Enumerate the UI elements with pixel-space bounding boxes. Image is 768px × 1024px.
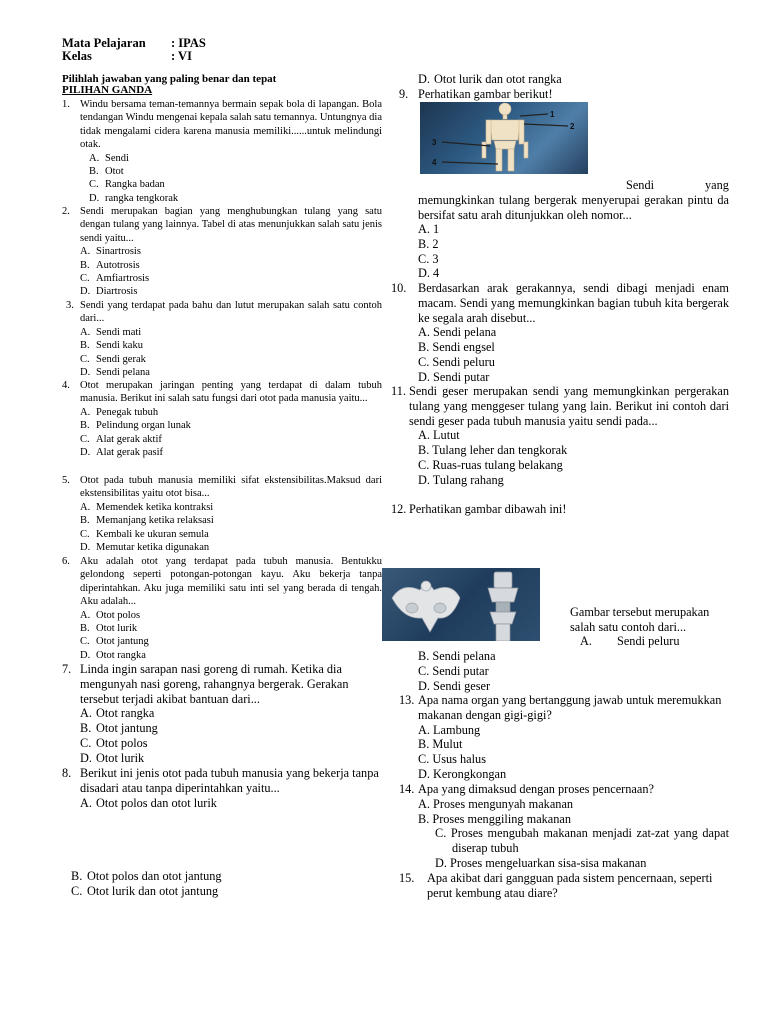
question-text: Otot pada tubuh manusia memiliki sifat ekstensibilitas.Maksud dari ekstensibilitas yaitu otot bisa... bbox=[80, 475, 382, 500]
question-number: 11. bbox=[391, 384, 406, 398]
option-c[interactable]: C. Amfiartrosis bbox=[80, 273, 150, 285]
question-text: Windu bersama teman-temannya bermain sepak bola di lapangan. Bola tendangan Windu mengenai kepala salah satu temannya. Untungnya dia tidak mengalami cidera karena manusia memiliki......untuk melindungi otak. bbox=[80, 99, 382, 151]
option-c[interactable]: C. Sendi gerak bbox=[80, 353, 146, 365]
question-9-text-sendi: Sendi bbox=[626, 178, 655, 192]
option-a[interactable]: A. Otot rangka bbox=[80, 706, 155, 721]
option-b[interactable]: B. 2 bbox=[418, 236, 439, 251]
skeleton-label-1: 1 bbox=[550, 110, 555, 119]
question-number: 2. bbox=[62, 206, 70, 217]
option-a[interactable]: A. Sendi mati bbox=[80, 326, 142, 338]
question-14 bbox=[399, 782, 729, 871]
question-3 bbox=[66, 299, 382, 379]
question-text: Sendi geser merupakan sendi yang memungkinkan pergerakan tulang yang menggeser tulang yang lain. Berikut ini contoh dari sendi geser pada tubuh manusia yaitu sendi pada... bbox=[409, 384, 729, 428]
option-a[interactable]: A. Sendi bbox=[89, 152, 129, 164]
option-c[interactable]: C. Proses mengubah makanan menjadi zat-zat yang dapat diserap tubuh bbox=[435, 826, 729, 856]
option-a[interactable]: A. Memendek ketika kontraksi bbox=[80, 501, 214, 513]
option-a[interactable]: A. Lutut bbox=[418, 428, 460, 443]
joint-image bbox=[382, 568, 540, 641]
option-c[interactable]: C. Rangka badan bbox=[89, 179, 165, 191]
option-d[interactable]: D. Otot lurik bbox=[80, 750, 145, 765]
option-c[interactable]: C. Alat gerak aktif bbox=[80, 433, 162, 445]
option-b[interactable]: B. Otot bbox=[89, 166, 124, 178]
question-text: Perhatikan gambar berikut! bbox=[418, 87, 553, 101]
question-10 bbox=[391, 281, 729, 385]
option-d[interactable]: D. Tulang rahang bbox=[418, 472, 504, 487]
option-d[interactable]: D. Alat gerak pasif bbox=[80, 447, 164, 459]
question-text: Aku adalah otot yang terdapat pada tubuh manusia. Bentukku gelondong seperti potongan-potongan kayu. Aku bekerja tanpa diperintahkan. Aku juga memiliki satu inti sel yang berada di tengah. Aku adalah... bbox=[80, 556, 382, 608]
skeleton-label-3: 3 bbox=[432, 138, 437, 147]
subject-value: : IPAS bbox=[171, 36, 206, 50]
question-number: 14. bbox=[399, 782, 415, 796]
option-d[interactable]: D. Memutar ketika digunakan bbox=[80, 542, 210, 554]
option-c[interactable]: C. Otot jantung bbox=[80, 636, 149, 648]
option-d[interactable]: D. Kerongkongan bbox=[418, 766, 507, 781]
question-number: 12. bbox=[391, 502, 407, 516]
option-d[interactable]: D. rangka tengkorak bbox=[89, 192, 179, 204]
question-number: 1. bbox=[62, 99, 70, 110]
question-11 bbox=[391, 384, 729, 488]
question-text: Sendi merupakan bagian yang menghubungkan tulang yang satu dengan tulang yang lainnya. Tabel di atas menunjukkan salah satu jenis sendi yaitu... bbox=[80, 206, 382, 244]
option-d[interactable]: D. Diartrosis bbox=[80, 286, 138, 298]
question-number: 8. bbox=[62, 766, 72, 780]
question-text: Apa akibat dari gangguan pada sistem pencernaan, seperti perut kembung atau diare? bbox=[427, 871, 713, 900]
option-c[interactable]: C. 3 bbox=[418, 251, 439, 266]
option-d[interactable]: D. Proses mengeluarkan sisa-sisa makanan bbox=[435, 855, 647, 870]
question-text: Berikut ini jenis otot pada tubuh manusia yang bekerja tanpa disadari atau tanpa diperintahkan yaitu... bbox=[80, 766, 379, 795]
option-b[interactable]: B. Memanjang ketika relaksasi bbox=[80, 515, 214, 527]
option-d[interactable]: D. Otot rangka bbox=[80, 649, 146, 661]
option-a[interactable]: A. Lambung bbox=[418, 722, 481, 737]
question-number: 3. bbox=[66, 300, 74, 311]
option-c[interactable]: C. Ruas-ruas tulang belakang bbox=[418, 457, 563, 472]
question-8-option-c[interactable]: C. Otot lurik dan otot jantung bbox=[71, 884, 219, 898]
option-a[interactable]: A. 1 bbox=[418, 222, 440, 236]
subject-label: Mata Pelajaran bbox=[62, 36, 146, 50]
question-text: Apa nama organ yang bertanggung jawab untuk meremukkan makanan dengan gigi-gigi? bbox=[418, 693, 722, 722]
question-text: Perhatikan gambar dibawah ini! bbox=[409, 502, 567, 516]
question-6 bbox=[62, 555, 382, 662]
question-text: Sendi yang terdapat pada bahu dan lutut merupakan salah satu contoh dari... bbox=[80, 300, 382, 325]
option-b[interactable]: B. Pelindung organ lunak bbox=[80, 420, 191, 432]
skeleton-label-2: 2 bbox=[570, 122, 575, 131]
question-9-text: memungkinkan tulang bergerak menyerupai gerakan pintu da bersifat satu arah ditunjukkan oleh nomor... bbox=[418, 193, 729, 222]
question-text: Linda ingin sarapan nasi goreng di rumah. Ketika dia mengunyah nasi goreng, rahangnya bergerak. Gerakan tersebut terjadi akibat bantuan dari... bbox=[80, 662, 349, 706]
question-12-text: Gambar tersebut merupakan salah satu contoh dari... bbox=[570, 605, 710, 634]
instruction: Pilihlah jawaban yang paling benar dan tepat bbox=[62, 73, 277, 85]
question-12-option-a[interactable]: A. Sendi peluru bbox=[580, 634, 680, 648]
option-b[interactable]: B. Autotrosis bbox=[80, 259, 140, 271]
question-12-options bbox=[418, 649, 496, 693]
question-number: 13. bbox=[399, 693, 415, 707]
option-a[interactable]: A. Proses mengunyah makanan bbox=[418, 796, 574, 811]
question-8-option-b[interactable]: B. Otot polos dan otot jantung bbox=[71, 869, 222, 883]
question-7 bbox=[62, 662, 384, 766]
option-b[interactable]: B. Otot lurik bbox=[80, 623, 138, 635]
question-9-text-yang: yang bbox=[705, 178, 729, 192]
option-b[interactable]: B. Mulut bbox=[418, 737, 463, 752]
question-5 bbox=[62, 474, 382, 554]
class-label: Kelas bbox=[62, 49, 92, 63]
option-d[interactable]: D. Sendi geser bbox=[418, 678, 491, 693]
question-number: 7. bbox=[62, 662, 72, 676]
question-1 bbox=[62, 98, 382, 205]
question-text: Berdasarkan arak gerakannya, sendi dibagi menjadi enam macam. Sendi yang memungkinkan bagian tubuh kita bergerak ke segala arah disebut... bbox=[418, 281, 729, 325]
question-13 bbox=[399, 693, 729, 782]
option-b[interactable]: B. Sendi pelana bbox=[418, 649, 496, 663]
question-2 bbox=[62, 205, 382, 299]
option-b[interactable]: B. Otot jantung bbox=[80, 721, 158, 736]
skeleton-image bbox=[420, 102, 588, 174]
question-15 bbox=[399, 871, 729, 901]
question-number: 5. bbox=[62, 475, 70, 486]
option-d[interactable]: D. Sendi pelana bbox=[80, 367, 150, 379]
option-b[interactable]: B. Sendi engsel bbox=[418, 340, 495, 355]
question-number: 9. bbox=[399, 87, 409, 101]
option-a[interactable]: A. Penegak tubuh bbox=[80, 406, 159, 418]
option-c[interactable]: C. Usus halus bbox=[418, 752, 486, 767]
class-value: : VI bbox=[171, 49, 192, 63]
question-12-title bbox=[391, 502, 566, 517]
question-9-title bbox=[399, 87, 553, 102]
option-b[interactable]: B. Tulang leher dan tengkorak bbox=[418, 443, 568, 458]
question-text: Otot merupakan jaringan penting yang terdapat di dalam tubuh manusia. Berikut ini salah satu fungsi dari otot pada manusia yaitu... bbox=[80, 380, 382, 405]
question-8-option-d[interactable]: D. Otot lurik dan otot rangka bbox=[418, 72, 562, 86]
option-b[interactable]: B. Proses menggiling makanan bbox=[418, 811, 572, 826]
option-b[interactable]: B. Sendi kaku bbox=[80, 340, 143, 352]
question-number: 15. bbox=[399, 871, 415, 885]
skeleton-label-4: 4 bbox=[432, 158, 437, 167]
option-a[interactable]: A. Sendi pelana bbox=[418, 325, 497, 340]
option-c[interactable]: C. Otot polos bbox=[80, 735, 148, 750]
question-number: 6. bbox=[62, 556, 70, 567]
option-c[interactable]: C. Sendi putar bbox=[418, 663, 489, 678]
section-title: PILIHAN GANDA bbox=[62, 84, 153, 96]
question-8 bbox=[62, 766, 384, 810]
option-c[interactable]: C. Sendi peluru bbox=[418, 354, 495, 369]
option-a[interactable]: A. Sinartrosis bbox=[80, 246, 141, 258]
question-4 bbox=[62, 379, 382, 459]
question-number: 4. bbox=[62, 380, 70, 391]
question-number: 10. bbox=[391, 281, 407, 295]
question-text: Apa yang dimaksud dengan proses pencernaan? bbox=[418, 782, 654, 796]
option-d[interactable]: D. 4 bbox=[418, 266, 440, 281]
option-a[interactable]: A. Otot polos dan otot lurik bbox=[80, 795, 217, 810]
option-a[interactable]: A. Otot polos bbox=[80, 609, 141, 621]
question-9-options bbox=[418, 222, 439, 281]
option-d[interactable]: D. Sendi putar bbox=[418, 369, 490, 384]
option-c[interactable]: C. Kembali ke ukuran semula bbox=[80, 528, 209, 540]
